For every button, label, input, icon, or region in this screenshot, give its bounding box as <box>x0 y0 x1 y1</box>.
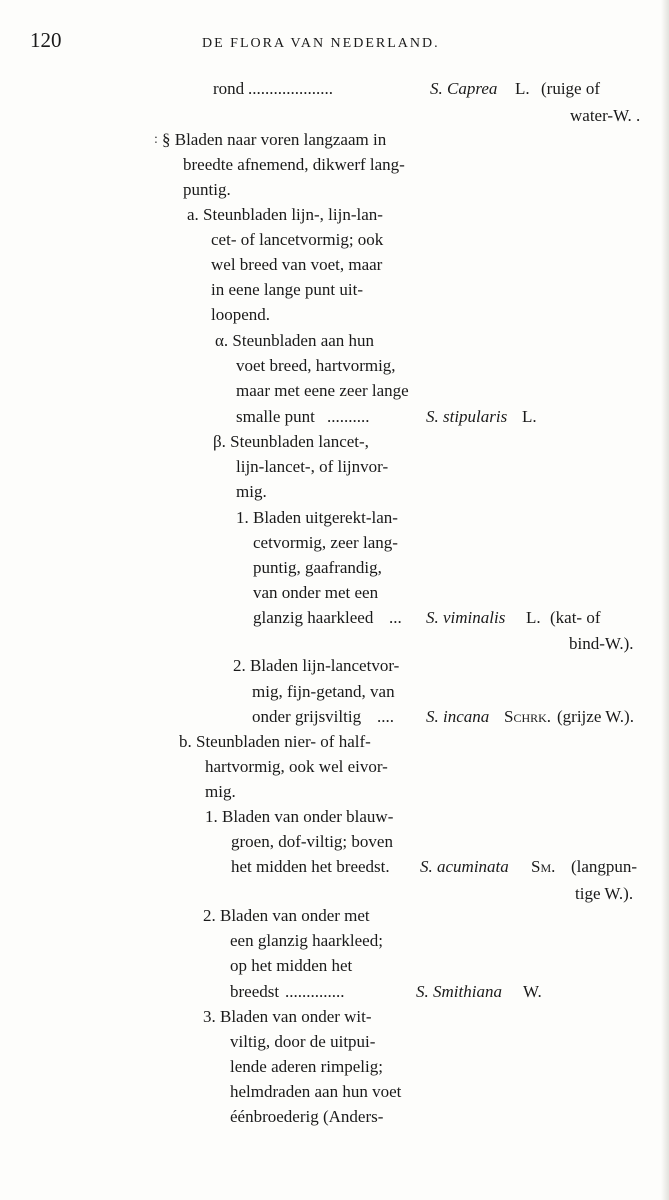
text-line: b. Steunbladen nier- of half- <box>179 732 371 751</box>
text-line: hartvormig, ook wel eivor- <box>205 757 388 776</box>
leader-dots: .............. <box>285 982 345 1001</box>
text-line: smalle punt <box>236 407 315 426</box>
text-line: breedst <box>230 982 280 1001</box>
species-name: S. Smithiana <box>416 982 502 1001</box>
text-line: cetvormig, zeer lang- <box>253 533 398 552</box>
leader-dots: .................... <box>248 79 333 98</box>
vernacular: water-W. . <box>570 106 641 125</box>
text-line: mig. <box>205 782 236 801</box>
text-line: 2. Bladen van onder met <box>203 906 370 925</box>
text-line: groen, dof-viltig; boven <box>231 832 393 851</box>
text-line: het midden het breedst. <box>231 857 390 876</box>
text-line: rond <box>213 79 245 98</box>
text-line: 1. Bladen van onder blauw- <box>205 807 394 826</box>
text-line: 1. Bladen uitgerekt-lan- <box>236 508 398 527</box>
author: L. <box>526 608 541 627</box>
running-head: DE FLORA VAN NEDERLAND. <box>202 36 440 51</box>
leader-dots: .......... <box>327 407 370 426</box>
text-line: een glanzig haarkleed; <box>230 931 383 950</box>
author: Schrk. <box>504 707 552 726</box>
author: Sm. <box>531 857 556 876</box>
text-line: 3. Bladen van onder wit- <box>203 1007 372 1026</box>
text-line: § Bladen naar voren langzaam in <box>162 130 387 149</box>
vernacular: (grijze W.). <box>557 707 634 726</box>
text-line: onder grijsviltig <box>252 707 362 726</box>
vernacular: bind-W.). <box>569 634 634 653</box>
leader-dots: ... <box>389 608 402 627</box>
text-line: mig, fijn-getand, van <box>252 682 395 701</box>
page-edge <box>661 0 669 1200</box>
vernacular: (kat- of <box>550 608 601 627</box>
text-line: loopend. <box>211 305 271 324</box>
text-line: puntig, gaafrandig, <box>253 558 382 577</box>
text-line: cet- of lancetvormig; ook <box>211 230 384 249</box>
text-line: puntig. <box>183 180 231 199</box>
text-line: a. Steunbladen lijn-, lijn-lan- <box>187 205 383 224</box>
text-line: 2. Bladen lijn-lancetvor- <box>233 656 400 675</box>
vernacular: (ruige of <box>541 79 601 98</box>
text-line: lijn-lancet-, of lijnvor- <box>236 457 389 476</box>
text-line: glanzig haarkleed <box>253 608 374 627</box>
leader-dots: .... <box>377 707 394 726</box>
author: W. <box>523 982 542 1001</box>
vernacular: (langpun- <box>571 857 638 876</box>
author: L. <box>522 407 537 426</box>
text-line: maar met eene zeer lange <box>236 381 409 400</box>
text-line: wel breed van voet, maar <box>211 255 383 274</box>
species-name: S. incana <box>426 707 490 726</box>
margin-mark: : <box>154 132 158 147</box>
text-line: lende aderen rimpelig; <box>230 1057 383 1076</box>
text-line: mig. <box>236 482 267 501</box>
text-line: viltig, door de uitpui- <box>230 1032 376 1051</box>
text-line: β. Steunbladen lancet-, <box>213 432 369 451</box>
text-line: in eene lange punt uit- <box>211 280 364 299</box>
species-name: S. viminalis <box>426 608 506 627</box>
vernacular: tige W.). <box>575 884 634 903</box>
author: L. <box>515 79 530 98</box>
species-name: S. Caprea <box>430 79 498 98</box>
text-line: α. Steunbladen aan hun <box>215 331 375 350</box>
text-line: van onder met een <box>253 583 379 602</box>
text-line: helmdraden aan hun voet <box>230 1082 402 1101</box>
page-number: 120 <box>30 28 62 52</box>
text-line: éénbroederig (Anders- <box>230 1107 384 1126</box>
species-name: S. stipularis <box>426 407 508 426</box>
text-line: voet breed, hartvormig, <box>236 356 396 375</box>
species-name: S. acuminata <box>420 857 509 876</box>
text-line: op het midden het <box>230 956 353 975</box>
text-line: breedte afnemend, dikwerf lang- <box>183 155 405 174</box>
